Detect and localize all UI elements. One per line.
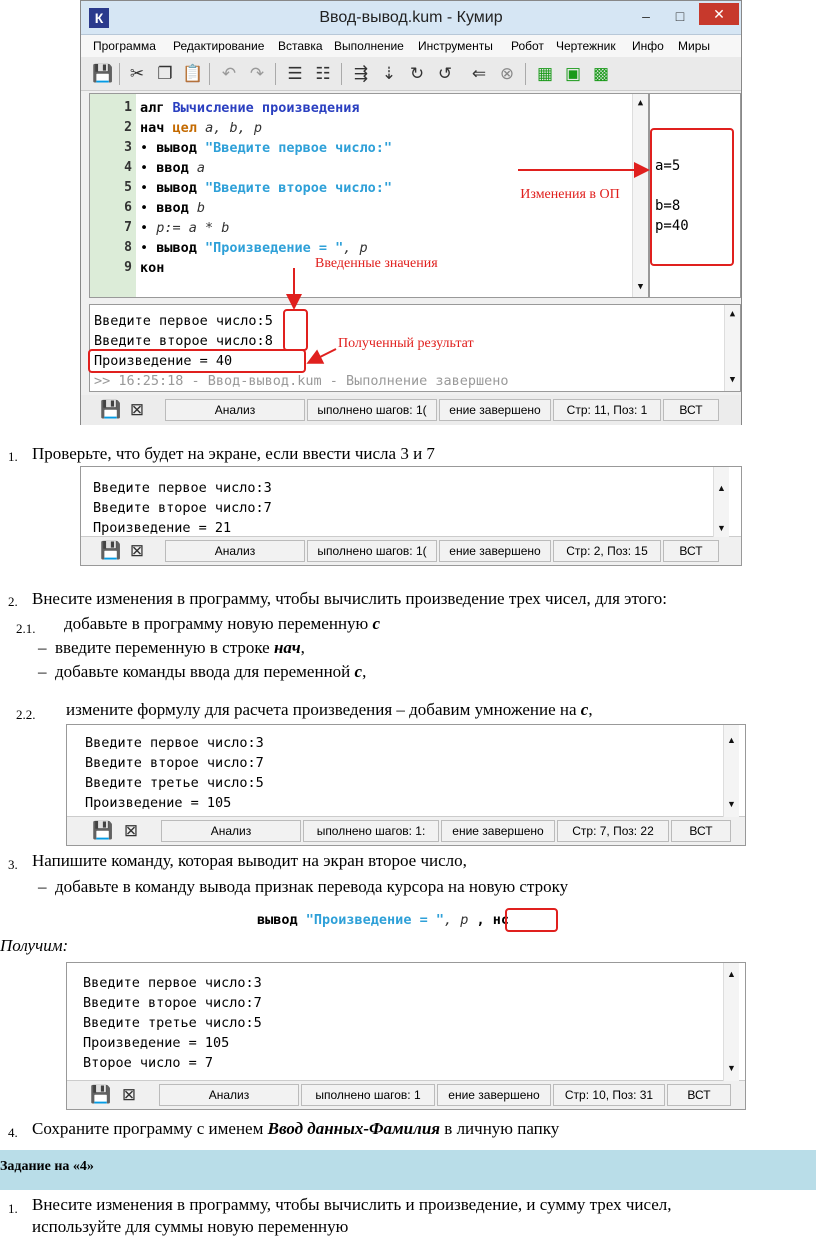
subtask-text: добавьте в программу новую переменную с [64, 614, 381, 633]
status-mode: ВСТ [663, 540, 719, 562]
code-line[interactable]: • p:= a * b [140, 220, 230, 236]
subtask-number: 2.2. [16, 707, 36, 722]
scroll-up-icon[interactable]: ▲ [727, 735, 736, 745]
status-position: Стр: 2, Поз: 15 [553, 540, 661, 562]
scroll-up-icon[interactable]: ▲ [717, 483, 726, 493]
console-line: Введите второе число:8 [94, 333, 273, 349]
task-text: Сохраните программу с именем Ввод данных-Фамилия в личную папку [32, 1119, 560, 1138]
code-line[interactable]: • вывод "Введите второе число:" [140, 180, 392, 196]
line-number: 2 [124, 120, 132, 135]
var-a: a=5 [655, 158, 681, 174]
status-state: ение завершено [439, 399, 551, 421]
cut-icon[interactable]: ✂ [129, 64, 145, 83]
unindent-icon[interactable]: ☷ [315, 64, 331, 83]
code-line[interactable]: алг Вычисление произведения [140, 100, 360, 116]
code-line[interactable]: • ввод a [140, 160, 206, 176]
status-analysis: Анализ [165, 399, 305, 421]
run-icon[interactable]: ⇶ [353, 64, 369, 83]
console-line: Введите второе число:7 [93, 500, 272, 516]
console-line: Введите первое число:3 [83, 975, 262, 991]
result-label: Полученный результат [338, 336, 474, 351]
step-back-icon[interactable]: ⇐ [471, 64, 487, 83]
subtask-text: измените формулу для расчета произведения – добавим умножение на с, [66, 700, 593, 719]
status-steps: ыполнено шагов: 1: [303, 820, 439, 842]
line-number: 9 [124, 260, 132, 275]
console-line: Второе число = 7 [83, 1055, 214, 1071]
line-number: 6 [124, 200, 132, 215]
close-box-icon[interactable]: ⊠ [129, 541, 145, 560]
close-button[interactable]: ✕ [699, 3, 739, 25]
menu-info[interactable]: Инфо [632, 39, 664, 53]
console-log-line: >> 16:25:18 - Ввод-вывод.kum - Выполнение завершено [94, 373, 509, 389]
section-banner [0, 1150, 816, 1190]
line-number: 7 [124, 220, 132, 235]
status-position: Стр: 7, Поз: 22 [557, 820, 669, 842]
undo-icon[interactable]: ↶ [221, 64, 237, 83]
console-line: Введите второе число:7 [83, 995, 262, 1011]
ns-highlight-box [505, 908, 558, 932]
menu-drawer[interactable]: Чертежник [556, 39, 616, 53]
task-text: Внесите изменения в программу, чтобы вычислить и произведение, и сумму трех чисел, [32, 1195, 672, 1214]
save-icon[interactable]: 💾 [92, 64, 114, 83]
var-b: b=8 [655, 198, 681, 214]
menu-robot[interactable]: Робот [511, 39, 544, 53]
maximize-button[interactable]: □ [675, 8, 685, 24]
step-into-icon[interactable]: ↻ [409, 64, 425, 83]
task-number: 4. [8, 1125, 18, 1140]
menu-program[interactable]: Программа [93, 39, 156, 53]
task-number: 2. [8, 594, 18, 609]
console-panel-1 [80, 466, 742, 566]
status-bar [67, 1081, 745, 1109]
status-position: Стр: 10, Поз: 31 [553, 1084, 665, 1106]
code-snippet: вывод "Произведение = ", p , нс [257, 912, 509, 928]
status-steps: ыполнено шагов: 1( [307, 399, 437, 421]
menu-run[interactable]: Выполнение [334, 39, 404, 53]
status-mode: ВСТ [663, 399, 719, 421]
scroll-up-icon[interactable]: ▲ [727, 969, 736, 979]
status-analysis: Анализ [165, 540, 305, 562]
annotation-arrows [0, 0, 816, 420]
console-line: Введите первое число:3 [93, 480, 272, 496]
window-title: Ввод-вывод.kum - Кумир [319, 9, 503, 26]
status-analysis: Анализ [159, 1084, 299, 1106]
save-icon[interactable]: 💾 [100, 400, 122, 419]
save-icon[interactable]: 💾 [100, 541, 122, 560]
task-number: 1. [8, 1201, 18, 1216]
task-text: Проверьте, что будет на экране, если ввести числа 3 и 7 [32, 444, 435, 463]
status-state: ение завершено [439, 540, 551, 562]
section-title: Задание на «4» [0, 1159, 94, 1174]
task-text: Напишите команду, которая выводит на экран второе число, [32, 851, 467, 870]
status-mode: ВСТ [671, 820, 731, 842]
line-number: 3 [124, 140, 132, 155]
scroll-down-icon[interactable]: ▼ [727, 1063, 736, 1073]
kumir-app-icon: К [89, 8, 109, 28]
scroll-down-icon[interactable]: ▼ [637, 282, 644, 292]
bullet-item: – добавьте команды ввода для переменной с, [38, 662, 367, 681]
code-line[interactable]: нач цел a, b, p [140, 120, 262, 136]
redo-icon[interactable]: ↷ [249, 64, 265, 83]
line-number: 4 [124, 160, 132, 175]
console-line: Произведение = 21 [93, 520, 232, 536]
task-number: 3. [8, 857, 18, 872]
console-scrollbar[interactable] [723, 725, 739, 817]
close-box-icon[interactable]: ⊠ [123, 821, 139, 840]
save-icon[interactable]: 💾 [92, 821, 114, 840]
bullet-item: – добавьте в команду вывода признак перевода курсора на новую строку [38, 877, 569, 896]
console-line: Введите первое число:3 [85, 735, 264, 751]
copy-icon[interactable]: ❐ [157, 64, 173, 83]
console-scrollbar[interactable] [713, 467, 729, 537]
status-bar [81, 537, 741, 565]
output-console[interactable] [67, 725, 745, 817]
line-number: 5 [124, 180, 132, 195]
output-console[interactable] [81, 467, 741, 537]
close-box-icon[interactable]: ⊠ [129, 400, 145, 419]
menu-edit[interactable]: Редактирование [173, 39, 265, 53]
arrow-result [310, 349, 336, 362]
robot-grid-icon[interactable]: ▦ [536, 64, 554, 83]
console-panel-2 [66, 724, 746, 846]
status-steps: ыполнено шагов: 1( [307, 540, 437, 562]
task-number: 1. [8, 449, 18, 464]
step-icon[interactable]: ⇣ [381, 64, 397, 83]
var-p: p=40 [655, 218, 689, 234]
status-analysis: Анализ [161, 820, 301, 842]
drawer-icon[interactable]: ▣ [564, 64, 582, 83]
step-out-icon[interactable]: ↺ [437, 64, 453, 83]
minimize-button[interactable]: – [642, 8, 650, 24]
status-bar [67, 817, 745, 845]
code-line[interactable]: кон [140, 260, 165, 276]
scroll-up-icon[interactable]: ▲ [729, 309, 736, 319]
entered-values-label: Введенные значения [315, 256, 438, 271]
console-line: Введите второе число:7 [85, 755, 264, 771]
menu-worlds[interactable]: Миры [678, 39, 710, 53]
bullet-item: – введите переменную в строке нач, [38, 638, 305, 657]
console-panel-3 [66, 962, 746, 1110]
task-text: используйте для суммы новую переменную [32, 1217, 349, 1236]
paste-icon[interactable]: 📋 [182, 64, 204, 83]
subtask-number: 2.1. [16, 621, 36, 636]
console-line: Произведение = 105 [83, 1035, 230, 1051]
scroll-down-icon[interactable]: ▼ [727, 799, 736, 809]
scroll-down-icon[interactable]: ▼ [717, 523, 726, 533]
status-state: ение завершено [437, 1084, 551, 1106]
scroll-up-icon[interactable]: ▲ [637, 98, 644, 108]
console-line: Введите первое число:5 [94, 313, 273, 329]
stop-icon[interactable]: ⊗ [499, 64, 515, 83]
console-line: Введите третье число:5 [83, 1015, 262, 1031]
output-console[interactable] [67, 963, 745, 1081]
line-number: 8 [124, 240, 132, 255]
console-line: Произведение = 40 [94, 353, 233, 369]
indent-icon[interactable]: ☰ [287, 64, 303, 83]
status-mode: ВСТ [667, 1084, 731, 1106]
console-line: Введите третье число:5 [85, 775, 264, 791]
status-position: Стр: 11, Поз: 1 [553, 399, 661, 421]
console-line: Произведение = 105 [85, 795, 232, 811]
status-state: ение завершено [441, 820, 555, 842]
status-steps: ыполнено шагов: 1 [301, 1084, 435, 1106]
code-line[interactable]: • вывод "Произведение = ", p [140, 240, 368, 256]
op-changes-label: Изменения в ОП [520, 187, 620, 202]
windows-icon[interactable]: ▩ [592, 64, 610, 83]
close-box-icon[interactable]: ⊠ [121, 1085, 137, 1104]
line-number: 1 [124, 100, 132, 115]
result-caption: Получим: [0, 936, 69, 955]
console-scrollbar[interactable] [723, 963, 739, 1081]
task-text: Внесите изменения в программу, чтобы вычислить произведение трех чисел, для этого: [32, 589, 667, 608]
menu-tools[interactable]: Инструменты [418, 39, 493, 53]
save-icon[interactable]: 💾 [90, 1085, 112, 1104]
code-line[interactable]: • ввод b [140, 200, 206, 216]
scroll-down-icon[interactable]: ▼ [729, 375, 736, 385]
code-line[interactable]: • вывод "Введите первое число:" [140, 140, 392, 156]
menu-insert[interactable]: Вставка [278, 39, 323, 53]
